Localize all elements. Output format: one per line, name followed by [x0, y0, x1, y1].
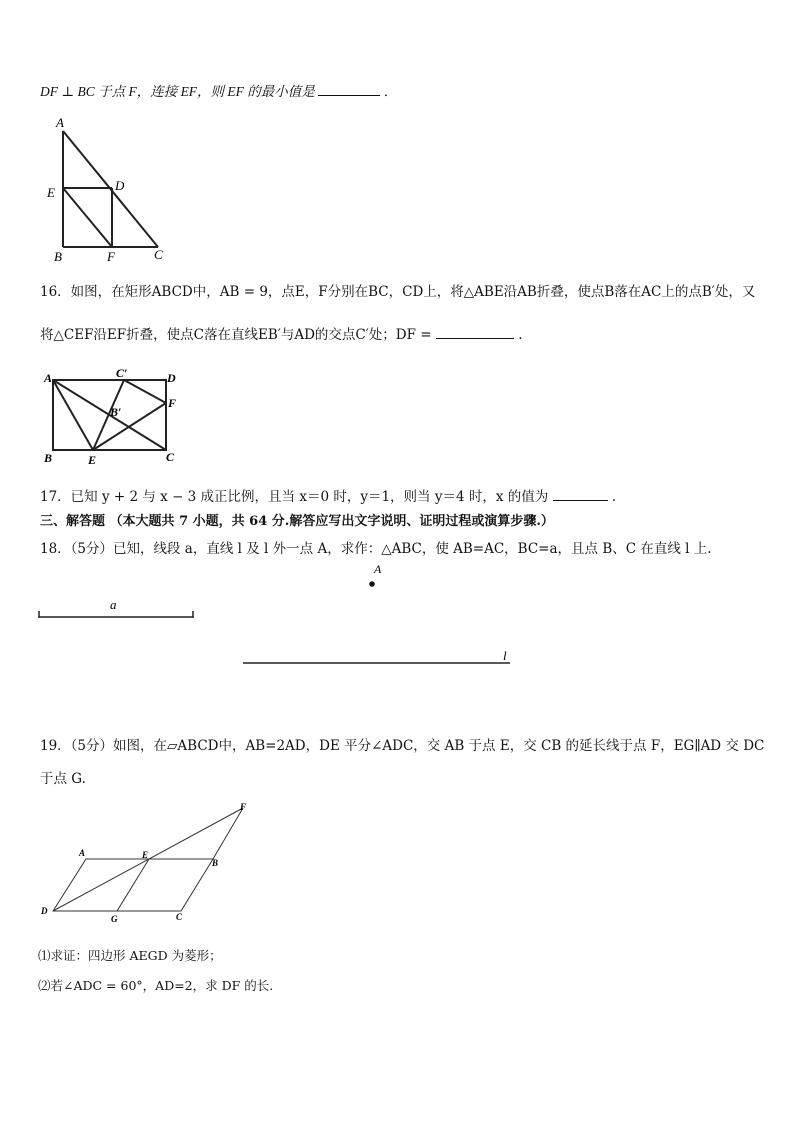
q16-end: .	[518, 327, 523, 343]
q19-line1: 19．（5分）如图，在▱ABCD中，AB=2AD，DE 平分∠ADC，交 AB 于点 E，交 CB 的延长线于点 F，EG∥AD 交 DC	[40, 738, 765, 754]
q16-label-B: B	[44, 451, 53, 465]
q19-label-A: A	[79, 848, 86, 858]
q16-line1: 16．如图，在矩形ABCD中，AB = 9，点E，F分别在BC，CD上，将△ABE沿AB折叠，使点B落在AC上的点B′处，又	[40, 284, 756, 300]
q15-statement: DF ⊥ BC 于点 F，连接 EF，则 EF 的最小值是	[40, 84, 315, 99]
q18-point-A	[362, 560, 392, 596]
q15-end: ．	[383, 84, 398, 99]
q19-label-D: D	[41, 906, 48, 916]
q18-text: 18．（5分）已知，线段 a，直线 l 及 l 外一点 A，求作：△ABC，使 AB=AC，BC=a，且点 B、C 在直线 l 上.	[40, 541, 712, 557]
section3-title: 三、解答题	[40, 514, 106, 529]
q15-label-D: D	[115, 178, 125, 193]
q16-line2	[40, 326, 522, 344]
q16-label-F: F	[168, 396, 177, 410]
q16-statement: 将△CEF沿EF折叠，使点C落在直线EB′与AD的交点C′处；DF =	[40, 327, 432, 343]
q16-figure	[40, 368, 190, 472]
q19-figure	[36, 800, 256, 934]
q18-line-l	[240, 646, 520, 674]
q19-part1: ⑴求证：四边形 AEGD 为菱形；	[38, 948, 222, 963]
q15-label-C: C	[154, 247, 163, 262]
q15-label-A: A	[56, 115, 64, 130]
q15-label-F: F	[107, 249, 115, 264]
q15-label-B: B	[54, 249, 62, 264]
q18-label-A: A	[374, 562, 382, 576]
q17-end: ．	[611, 489, 626, 505]
q16-label-E: E	[88, 453, 97, 467]
q17-statement: 17．已知 y + 2 与 x − 3 成正比例，且当 x＝0 时，y＝1，则当 y＝4 时，x 的值为	[40, 489, 549, 505]
q15-answer-blank[interactable]	[318, 83, 380, 96]
q16-label-B1: B′	[110, 405, 122, 419]
q19-line2: 于点 G.	[40, 771, 86, 787]
q18-segment-a	[36, 596, 198, 628]
section3-heading	[40, 513, 554, 531]
q16-label-C1: C′	[116, 368, 128, 380]
q19-label-E: E	[142, 850, 149, 860]
q18-label-a: a	[110, 597, 117, 612]
q15-figure	[44, 114, 174, 270]
q19-label-G: G	[111, 914, 118, 924]
q19-label-C: C	[176, 912, 183, 922]
section3-note: （本大题共 7 小题，共 64 分.解答应写出文字说明、证明过程或演算步骤.）	[109, 514, 554, 529]
q19-label-F: F	[240, 802, 247, 812]
q16-answer-blank[interactable]	[436, 326, 514, 339]
q15-text	[40, 83, 397, 101]
q19-label-B: B	[212, 858, 219, 868]
q17-answer-blank[interactable]	[553, 488, 608, 501]
q16-label-D: D	[167, 371, 176, 385]
q17-text	[40, 488, 625, 506]
q18-label-l: l	[503, 648, 507, 663]
q16-label-C: C	[166, 450, 175, 464]
q16-label-A: A	[44, 371, 53, 385]
q15-label-E: E	[47, 185, 55, 200]
q19-part2: ⑵若∠ADC = 60°，AD=2，求 DF 的长.	[38, 978, 274, 993]
